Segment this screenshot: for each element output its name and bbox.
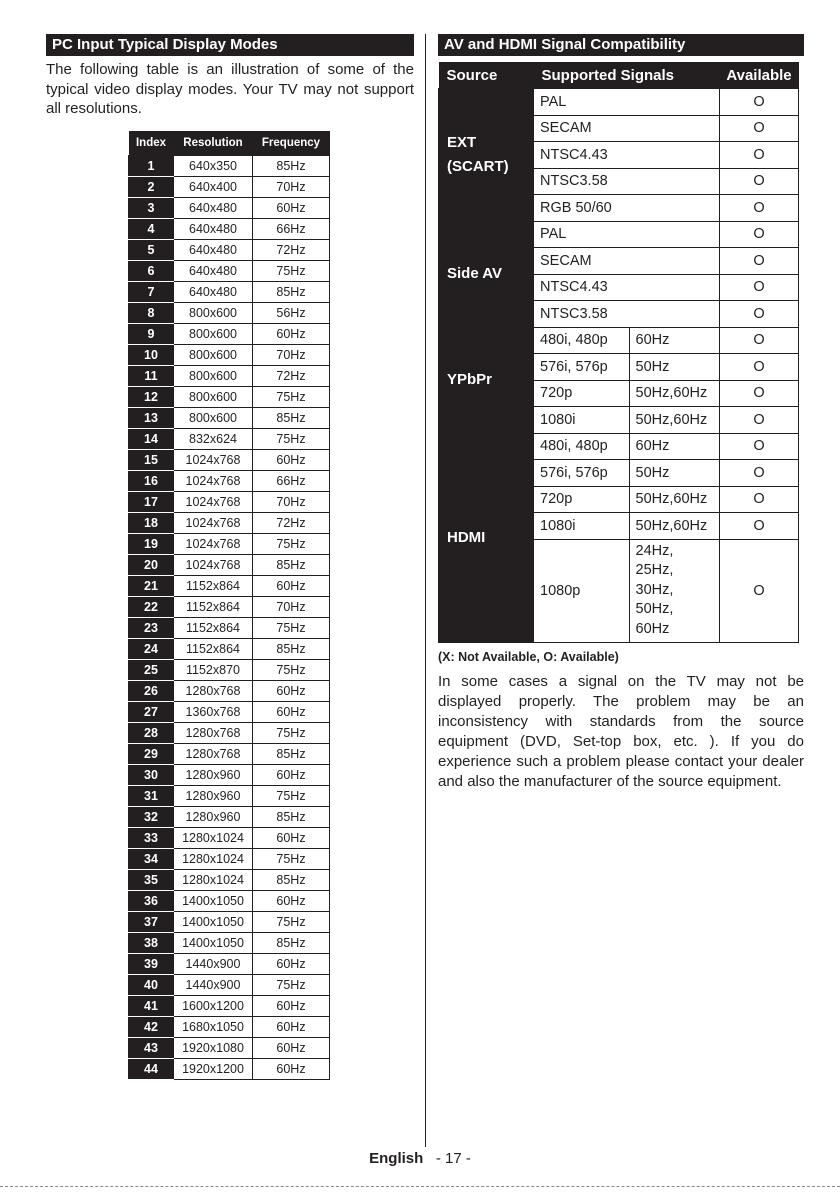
resolution-cell: 1024x768 bbox=[174, 471, 253, 492]
frequency-cell: 75Hz bbox=[253, 849, 330, 870]
source-cell bbox=[439, 221, 534, 327]
resolution-header: Resolution bbox=[174, 131, 253, 156]
frequency-cell: 66Hz bbox=[253, 471, 330, 492]
resolution-cell: 800x600 bbox=[174, 303, 253, 324]
signal-cell: NTSC4.43 bbox=[534, 274, 720, 301]
table-row bbox=[129, 408, 330, 429]
source-cell bbox=[439, 89, 534, 222]
index-cell: 23 bbox=[129, 618, 174, 639]
available-cell: O bbox=[720, 221, 799, 248]
index-cell: 10 bbox=[129, 345, 174, 366]
frequency-cell: 85Hz bbox=[253, 555, 330, 576]
table-row bbox=[129, 744, 330, 765]
signal-header-row bbox=[439, 62, 799, 89]
table-row bbox=[129, 450, 330, 471]
table-row bbox=[129, 996, 330, 1017]
footer-language: English bbox=[369, 1150, 424, 1167]
resolution-cell: 1152x864 bbox=[174, 618, 253, 639]
resolution-cell: 1280x1024 bbox=[174, 870, 253, 891]
index-cell: 8 bbox=[129, 303, 174, 324]
table-row bbox=[439, 89, 799, 116]
index-cell: 15 bbox=[129, 450, 174, 471]
source-label: (SCART) bbox=[447, 157, 509, 175]
resolution-cell: 640x350 bbox=[174, 156, 253, 177]
index-cell: 12 bbox=[129, 387, 174, 408]
index-cell: 30 bbox=[129, 765, 174, 786]
resolution-cell: 1152x864 bbox=[174, 597, 253, 618]
available-cell: O bbox=[720, 248, 799, 275]
available-cell: O bbox=[720, 380, 799, 407]
table-row bbox=[129, 639, 330, 660]
index-cell: 43 bbox=[129, 1038, 174, 1059]
signal-cell: 1080i bbox=[534, 513, 630, 540]
frequency-cell: 60Hz bbox=[629, 327, 720, 354]
index-cell: 1 bbox=[129, 156, 174, 177]
resolution-cell: 1440x900 bbox=[174, 954, 253, 975]
frequency-cell: 60Hz bbox=[253, 198, 330, 219]
frequency-cell: 60Hz bbox=[253, 765, 330, 786]
trim-line bbox=[0, 1186, 840, 1187]
resolution-cell: 1280x960 bbox=[174, 765, 253, 786]
table-row bbox=[129, 513, 330, 534]
frequency-cell: 24Hz, 25Hz, 30Hz, 50Hz, 60Hz bbox=[629, 539, 720, 642]
frequency-cell: 85Hz bbox=[253, 807, 330, 828]
table-row bbox=[129, 177, 330, 198]
resolution-cell: 1280x768 bbox=[174, 723, 253, 744]
index-cell: 14 bbox=[129, 429, 174, 450]
resolution-cell: 1024x768 bbox=[174, 555, 253, 576]
frequency-cell: 60Hz bbox=[253, 450, 330, 471]
frequency-cell: 50Hz,60Hz bbox=[629, 380, 720, 407]
frequency-cell: 70Hz bbox=[253, 597, 330, 618]
signal-cell: SECAM bbox=[534, 248, 720, 275]
table-row bbox=[129, 576, 330, 597]
pc-modes-header-row bbox=[129, 131, 330, 156]
table-row bbox=[129, 219, 330, 240]
frequency-cell: 60Hz bbox=[253, 996, 330, 1017]
index-cell: 2 bbox=[129, 177, 174, 198]
index-cell: 22 bbox=[129, 597, 174, 618]
resolution-cell: 1680x1050 bbox=[174, 1017, 253, 1038]
table-row bbox=[129, 303, 330, 324]
available-cell: O bbox=[720, 89, 799, 116]
index-cell: 27 bbox=[129, 702, 174, 723]
source-header: Source bbox=[439, 62, 534, 89]
resolution-cell: 832x624 bbox=[174, 429, 253, 450]
resolution-cell: 1024x768 bbox=[174, 492, 253, 513]
table-row bbox=[129, 261, 330, 282]
index-cell: 41 bbox=[129, 996, 174, 1017]
table-row bbox=[129, 198, 330, 219]
signal-cell: 1080p bbox=[534, 539, 630, 642]
index-cell: 13 bbox=[129, 408, 174, 429]
availability-note: (X: Not Available, O: Available) bbox=[438, 650, 619, 664]
index-cell: 20 bbox=[129, 555, 174, 576]
index-cell: 25 bbox=[129, 660, 174, 681]
resolution-cell: 800x600 bbox=[174, 366, 253, 387]
frequency-cell: 85Hz bbox=[253, 933, 330, 954]
index-cell: 34 bbox=[129, 849, 174, 870]
signal-cell: 720p bbox=[534, 380, 630, 407]
signal-cell: 576i, 576p bbox=[534, 354, 630, 381]
available-cell: O bbox=[720, 354, 799, 381]
resolution-cell: 1280x960 bbox=[174, 786, 253, 807]
frequency-cell: 75Hz bbox=[253, 912, 330, 933]
source-label: Side AV bbox=[447, 265, 503, 282]
available-cell: O bbox=[720, 513, 799, 540]
signal-cell: NTSC3.58 bbox=[534, 168, 720, 195]
resolution-cell: 1440x900 bbox=[174, 975, 253, 996]
signal-cell: 1080i bbox=[534, 407, 630, 434]
table-row bbox=[129, 702, 330, 723]
signal-cell: NTSC3.58 bbox=[534, 301, 720, 328]
resolution-cell: 1024x768 bbox=[174, 450, 253, 471]
frequency-cell: 75Hz bbox=[253, 660, 330, 681]
source-label: HDMI bbox=[447, 528, 486, 546]
resolution-cell: 800x600 bbox=[174, 387, 253, 408]
index-cell: 36 bbox=[129, 891, 174, 912]
frequency-cell: 60Hz bbox=[253, 702, 330, 723]
index-cell: 44 bbox=[129, 1059, 174, 1080]
supported-signals-header: Supported Signals bbox=[534, 62, 720, 89]
table-row bbox=[129, 492, 330, 513]
resolution-cell: 640x480 bbox=[174, 198, 253, 219]
table-row bbox=[129, 681, 330, 702]
frequency-cell: 60Hz bbox=[253, 1017, 330, 1038]
resolution-cell: 1400x1050 bbox=[174, 912, 253, 933]
table-row bbox=[129, 849, 330, 870]
frequency-cell: 60Hz bbox=[253, 576, 330, 597]
table-row bbox=[129, 933, 330, 954]
resolution-cell: 1600x1200 bbox=[174, 996, 253, 1017]
available-cell: O bbox=[720, 433, 799, 460]
available-cell: O bbox=[720, 195, 799, 222]
available-cell: O bbox=[720, 486, 799, 513]
index-cell: 28 bbox=[129, 723, 174, 744]
index-cell: 18 bbox=[129, 513, 174, 534]
table-row bbox=[129, 534, 330, 555]
available-cell: O bbox=[720, 142, 799, 169]
index-cell: 24 bbox=[129, 639, 174, 660]
signal-cell: 480i, 480p bbox=[534, 433, 630, 460]
frequency-cell: 60Hz bbox=[253, 1059, 330, 1080]
table-row bbox=[129, 156, 330, 177]
table-row bbox=[129, 723, 330, 744]
frequency-header: Frequency bbox=[253, 131, 330, 156]
frequency-cell: 75Hz bbox=[253, 261, 330, 282]
signal-heading: AV and HDMI Signal Compatibility bbox=[438, 34, 804, 56]
resolution-cell: 1400x1050 bbox=[174, 933, 253, 954]
frequency-cell: 72Hz bbox=[253, 240, 330, 261]
table-row bbox=[129, 324, 330, 345]
resolution-cell: 1920x1200 bbox=[174, 1059, 253, 1080]
frequency-cell: 85Hz bbox=[253, 282, 330, 303]
frequency-cell: 85Hz bbox=[253, 744, 330, 765]
frequency-cell: 75Hz bbox=[253, 723, 330, 744]
signal-cell: 576i, 576p bbox=[534, 460, 630, 487]
index-cell: 33 bbox=[129, 828, 174, 849]
frequency-cell: 50Hz,60Hz bbox=[629, 513, 720, 540]
resolution-cell: 640x480 bbox=[174, 261, 253, 282]
signal-cell: 720p bbox=[534, 486, 630, 513]
frequency-cell: 50Hz,60Hz bbox=[629, 407, 720, 434]
index-cell: 26 bbox=[129, 681, 174, 702]
frequency-cell: 50Hz bbox=[629, 354, 720, 381]
resolution-cell: 1360x768 bbox=[174, 702, 253, 723]
resolution-cell: 1920x1080 bbox=[174, 1038, 253, 1059]
frequency-cell: 60Hz bbox=[253, 1038, 330, 1059]
table-row bbox=[129, 555, 330, 576]
index-cell: 38 bbox=[129, 933, 174, 954]
frequency-cell: 60Hz bbox=[253, 954, 330, 975]
frequency-cell: 75Hz bbox=[253, 786, 330, 807]
table-row bbox=[129, 429, 330, 450]
frequency-cell: 66Hz bbox=[253, 219, 330, 240]
signal-cell: RGB 50/60 bbox=[534, 195, 720, 222]
frequency-cell: 75Hz bbox=[253, 975, 330, 996]
index-header: Index bbox=[129, 131, 174, 156]
index-cell: 16 bbox=[129, 471, 174, 492]
index-cell: 37 bbox=[129, 912, 174, 933]
source-label: EXT bbox=[447, 133, 477, 151]
resolution-cell: 1152x864 bbox=[174, 576, 253, 597]
resolution-cell: 1024x768 bbox=[174, 513, 253, 534]
frequency-cell: 70Hz bbox=[253, 345, 330, 366]
resolution-cell: 640x480 bbox=[174, 219, 253, 240]
table-row bbox=[129, 828, 330, 849]
resolution-cell: 640x480 bbox=[174, 240, 253, 261]
index-cell: 9 bbox=[129, 324, 174, 345]
signal-cell: PAL bbox=[534, 221, 720, 248]
source-cell bbox=[439, 327, 534, 433]
frequency-cell: 72Hz bbox=[253, 513, 330, 534]
index-cell: 4 bbox=[129, 219, 174, 240]
table-row bbox=[129, 1038, 330, 1059]
resolution-cell: 800x600 bbox=[174, 345, 253, 366]
index-cell: 7 bbox=[129, 282, 174, 303]
frequency-cell: 70Hz bbox=[253, 492, 330, 513]
signal-table bbox=[438, 62, 799, 643]
available-cell: O bbox=[720, 407, 799, 434]
table-row bbox=[129, 870, 330, 891]
pc-modes-heading: PC Input Typical Display Modes bbox=[46, 34, 414, 56]
signal-cell: 480i, 480p bbox=[534, 327, 630, 354]
table-row bbox=[129, 807, 330, 828]
source-cell bbox=[439, 433, 534, 642]
frequency-cell: 85Hz bbox=[253, 408, 330, 429]
frequency-cell: 85Hz bbox=[253, 639, 330, 660]
resolution-cell: 1280x1024 bbox=[174, 828, 253, 849]
frequency-cell: 60Hz bbox=[253, 828, 330, 849]
table-row bbox=[129, 975, 330, 996]
frequency-cell: 75Hz bbox=[253, 429, 330, 450]
resolution-cell: 1400x1050 bbox=[174, 891, 253, 912]
index-cell: 21 bbox=[129, 576, 174, 597]
index-cell: 31 bbox=[129, 786, 174, 807]
resolution-cell: 1280x768 bbox=[174, 744, 253, 765]
index-cell: 29 bbox=[129, 744, 174, 765]
available-cell: O bbox=[720, 539, 799, 642]
table-row bbox=[129, 597, 330, 618]
frequency-cell: 60Hz bbox=[253, 891, 330, 912]
page-number: - 17 - bbox=[435, 1150, 471, 1167]
available-cell: O bbox=[720, 168, 799, 195]
table-row bbox=[129, 345, 330, 366]
index-cell: 32 bbox=[129, 807, 174, 828]
source-label: YPbPr bbox=[447, 371, 493, 388]
column-divider bbox=[425, 34, 426, 1147]
table-row bbox=[129, 618, 330, 639]
resolution-cell: 1024x768 bbox=[174, 534, 253, 555]
available-header: Available bbox=[720, 62, 799, 89]
available-cell: O bbox=[720, 274, 799, 301]
frequency-cell: 70Hz bbox=[253, 177, 330, 198]
table-row bbox=[439, 327, 799, 354]
resolution-cell: 640x400 bbox=[174, 177, 253, 198]
frequency-cell: 75Hz bbox=[253, 387, 330, 408]
index-cell: 17 bbox=[129, 492, 174, 513]
resolution-cell: 1280x960 bbox=[174, 807, 253, 828]
resolution-cell: 800x600 bbox=[174, 408, 253, 429]
pc-modes-table bbox=[128, 131, 330, 1080]
resolution-cell: 1280x768 bbox=[174, 681, 253, 702]
table-row bbox=[129, 387, 330, 408]
resolution-cell: 800x600 bbox=[174, 324, 253, 345]
table-row bbox=[129, 1059, 330, 1080]
available-cell: O bbox=[720, 115, 799, 142]
frequency-cell: 50Hz bbox=[629, 460, 720, 487]
index-cell: 11 bbox=[129, 366, 174, 387]
index-cell: 6 bbox=[129, 261, 174, 282]
frequency-cell: 85Hz bbox=[253, 870, 330, 891]
table-row bbox=[129, 366, 330, 387]
resolution-cell: 1152x864 bbox=[174, 639, 253, 660]
frequency-cell: 75Hz bbox=[253, 618, 330, 639]
table-row bbox=[129, 1017, 330, 1038]
index-cell: 5 bbox=[129, 240, 174, 261]
index-cell: 35 bbox=[129, 870, 174, 891]
table-row bbox=[439, 433, 799, 460]
index-cell: 19 bbox=[129, 534, 174, 555]
frequency-cell: 60Hz bbox=[253, 324, 330, 345]
frequency-cell: 56Hz bbox=[253, 303, 330, 324]
available-cell: O bbox=[720, 460, 799, 487]
signal-cell: PAL bbox=[534, 89, 720, 116]
signal-cell: NTSC4.43 bbox=[534, 142, 720, 169]
pc-modes-intro: The following table is an illustration of some of the typical video display modes. Your TV may not support all resolutions. bbox=[46, 61, 414, 117]
available-cell: O bbox=[720, 301, 799, 328]
table-row bbox=[129, 660, 330, 681]
table-row bbox=[129, 891, 330, 912]
table-row bbox=[439, 221, 799, 248]
signal-cell: SECAM bbox=[534, 115, 720, 142]
page-footer bbox=[0, 1150, 840, 1167]
table-row bbox=[129, 786, 330, 807]
signal-paragraph: In some cases a signal on the TV may not be displayed properly. The problem may be an inconsistency with standards from the source equipment (DVD, Set-top box, etc. ). If you do experience such a problem please contact your dealer and also the manufacturer of the source equipment. bbox=[438, 673, 804, 790]
table-row bbox=[129, 471, 330, 492]
frequency-cell: 60Hz bbox=[253, 681, 330, 702]
available-cell: O bbox=[720, 327, 799, 354]
frequency-cell: 50Hz,60Hz bbox=[629, 486, 720, 513]
table-row bbox=[129, 912, 330, 933]
resolution-cell: 640x480 bbox=[174, 282, 253, 303]
frequency-cell: 60Hz bbox=[629, 433, 720, 460]
index-cell: 3 bbox=[129, 198, 174, 219]
table-row bbox=[129, 765, 330, 786]
frequency-cell: 85Hz bbox=[253, 156, 330, 177]
table-row bbox=[129, 240, 330, 261]
index-cell: 40 bbox=[129, 975, 174, 996]
frequency-cell: 75Hz bbox=[253, 534, 330, 555]
table-row bbox=[129, 282, 330, 303]
index-cell: 39 bbox=[129, 954, 174, 975]
index-cell: 42 bbox=[129, 1017, 174, 1038]
table-row bbox=[129, 954, 330, 975]
frequency-cell: 72Hz bbox=[253, 366, 330, 387]
resolution-cell: 1152x870 bbox=[174, 660, 253, 681]
resolution-cell: 1280x1024 bbox=[174, 849, 253, 870]
